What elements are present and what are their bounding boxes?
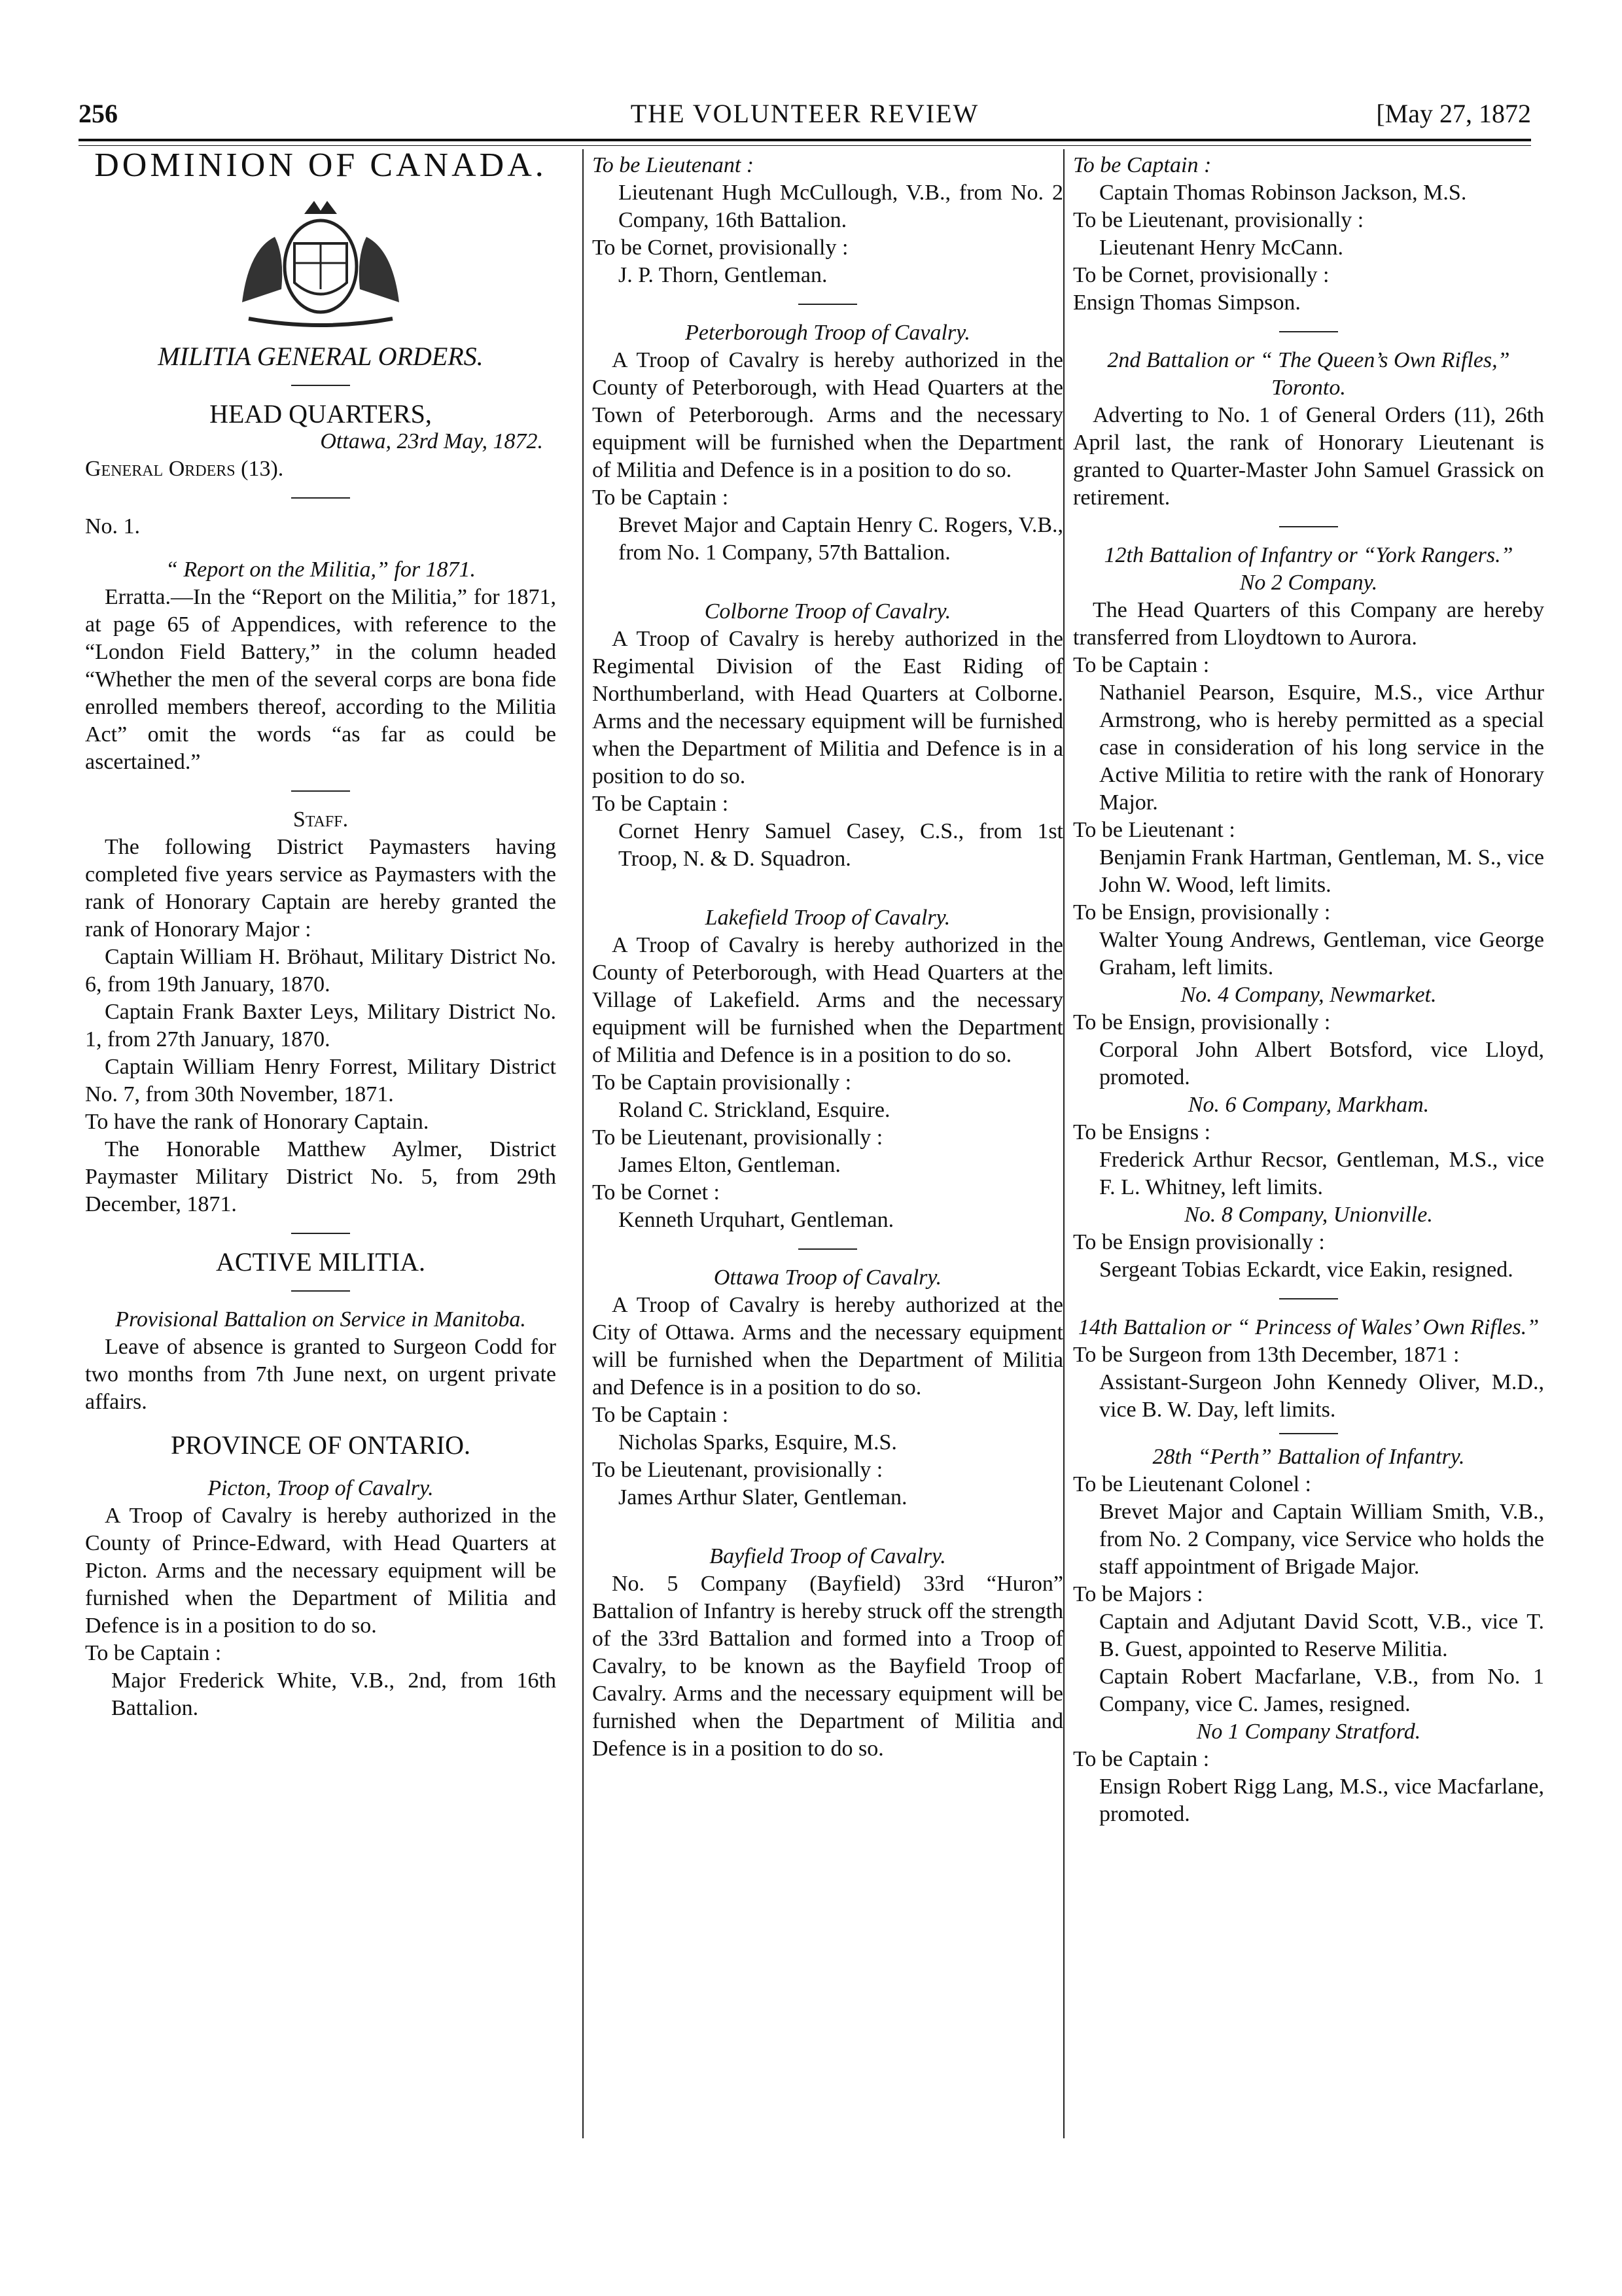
manitoba-heading: Provisional Battalion on Service in Manitoba. (115, 1307, 526, 1332)
appointment-entry: Captain Robert Macfarlane, V.B., from No. 1 Company, vice C. James, resigned. (1099, 1665, 1544, 1716)
picton-paragraph: A Troop of Cavalry is hereby authorized in the County of Prince-Edward, with Head Quarters at Picton. Arms and the necessary equipment will be furnished when the Department of Militia and Defence is in a position to do so. (85, 1504, 556, 1638)
header-rule-thin (79, 145, 1531, 146)
appointment-entry: Walter Young Andrews, Gentleman, vice George Graham, left limits. (1099, 928, 1544, 980)
page-header (79, 98, 1531, 137)
column-2 (592, 152, 1063, 1763)
to-be-lieutenant-provisionally: To be Lieutenant, provisionally : (1073, 208, 1364, 232)
active-militia-heading: ACTIVE MILITIA. (216, 1247, 425, 1277)
peterborough-paragraph: A Troop of Cavalry is hereby authorized in the County of Peterborough, with Head Quarters at the Town of Peterborough. Arms and the necessary equipment will be furnished when the Department of Militia and Defence is in a position to do so. (592, 348, 1063, 482)
honorary-captain-line: To have the rank of Honorary Captain. (85, 1110, 429, 1134)
company-heading: No. 6 Company, Markham. (1188, 1093, 1430, 1117)
bayfield-heading: Bayfield Troop of Cavalry. (709, 1544, 946, 1568)
colborne-heading: Colborne Troop of Cavalry. (704, 599, 951, 624)
column-3 (1073, 152, 1544, 1828)
appointment-entry: Lieutenant Hugh McCullough, V.B., from No. 2 Company, 16th Battalion. (618, 181, 1063, 232)
order-number: No. 1. (85, 514, 141, 539)
leave-paragraph: Leave of absence is granted to Surgeon Codd for two months from 7th June next, on urgent private affairs. (85, 1335, 556, 1414)
to-be-ensign-provisionally: To be Ensign provisionally : (1073, 1230, 1325, 1254)
to-be-lieutenant-provisionally: To be Lieutenant, provisionally : (592, 1125, 883, 1150)
province-heading: PROVINCE OF ONTARIO. (171, 1430, 470, 1460)
appointment-entry: Ensign Thomas Simpson. (1073, 291, 1301, 315)
masthead-dominion: DOMINION OF CANADA. (94, 147, 547, 184)
appointment-entry: Nathaniel Pearson, Esquire, M.S., vice Arthur Armstrong, who is hereby permitted as a special case in consideration of his long service in the Active Militia to retire with the rank of Honorary Major. (1099, 680, 1544, 815)
appointment-entry: Brevet Major and Captain William Smith, V.B., from No. 2 Company, vice Service who holds the staff appointment of Brigade Major. (1099, 1500, 1544, 1579)
to-be-majors: To be Majors : (1073, 1582, 1203, 1606)
to-be-surgeon: To be Surgeon from 13th December, 1871 : (1073, 1343, 1460, 1367)
appointment-entry: Frederick Arthur Recsor, Gentleman, M.S., vice F. L. Whitney, left limits. (1099, 1148, 1544, 1199)
to-be-captain: To be Captain : (1073, 1747, 1210, 1771)
to-be-ensigns: To be Ensigns : (1073, 1120, 1211, 1144)
york-paragraph: The Head Quarters of this Company are hereby transferred from Lloydtown to Aurora. (1073, 598, 1544, 650)
divider (291, 497, 350, 499)
peterborough-heading: Peterborough Troop of Cavalry. (685, 321, 970, 345)
divider (1279, 1298, 1338, 1299)
to-be-lieutenant: To be Lieutenant : (1073, 818, 1235, 842)
column-divider (582, 149, 584, 2138)
appointment-entry: Assistant-Surgeon John Kennedy Oliver, M.D., vice B. W. Day, left limits. (1099, 1370, 1544, 1422)
divider (798, 304, 857, 305)
paymaster-entry: Captain Frank Baxter Leys, Military District No. 1, from 27th January, 1870. (85, 1000, 556, 1051)
to-be-captain-provisionally: To be Captain provisionally : (592, 1070, 852, 1095)
queens-own-paragraph: Adverting to No. 1 of General Orders (11), 26th April last, the rank of Honorary Lieutenant is granted to Quarter-Master John Samuel Grassick on retirement. (1073, 403, 1544, 510)
erratum-text: Erratta.—In the “Report on the Militia,” for 1871, at page 65 of Appendices, with reference to the “London Field Battery,” in the column headed “Whether the men of the several corps are bona fide enrolled members thereof, according to the Militia Act” omit the words “as far as could be ascertained.” (85, 585, 556, 774)
to-be-captain: To be Captain : (592, 486, 729, 510)
page-number: 256 (79, 99, 118, 128)
appointment-entry: J. P. Thorn, Gentleman. (618, 263, 828, 287)
appointment-entry: Cornet Henry Samuel Casey, C.S., from 1st Troop, N. & D. Squadron. (618, 819, 1063, 871)
royal-arms-crest-icon (222, 191, 419, 335)
divider (291, 790, 350, 792)
place-date: Ottawa, 23rd May, 1872. (320, 429, 543, 453)
appointment-entry: James Arthur Slater, Gentleman. (618, 1485, 908, 1510)
princess-of-wales-heading: 14th Battalion or “ Princess of Wales’ Own Rifles.” (1078, 1315, 1540, 1339)
header-rule (79, 139, 1531, 141)
company-heading: No 1 Company Stratford. (1196, 1720, 1421, 1744)
york-rangers-heading: 12th Battalion of Infantry or “York Rangers.” (1104, 543, 1513, 567)
appointment-entry: Benjamin Frank Hartman, Gentleman, M. S., vice John W. Wood, left limits. (1099, 845, 1544, 897)
appointment-entry: Nicholas Sparks, Esquire, M.S. (618, 1430, 897, 1455)
staff-heading: Staff. (292, 807, 349, 832)
company-heading: No. 8 Company, Unionville. (1184, 1203, 1433, 1227)
lakefield-paragraph: A Troop of Cavalry is hereby authorized in the County of Peterborough, with Head Quarters at the Village of Lakefield. Arms and the necessary equipment will be furnished when the Department of Militia and Defence is in a position to do so. (592, 933, 1063, 1067)
to-be-captain: To be Captain : (592, 792, 729, 816)
newspaper-title: THE VOLUNTEER REVIEW (630, 99, 979, 128)
appointment-entry: Major Frederick White, V.B., 2nd, from 16th Battalion. (111, 1669, 556, 1720)
aylmer-entry: The Honorable Matthew Aylmer, District Paymaster Military District No. 5, from 29th December, 1871. (85, 1137, 556, 1216)
ottawa-paragraph: A Troop of Cavalry is hereby authorized at the City of Ottawa. Arms and the necessary equipment will be furnished when the Department of Militia and Defence is in a position to do so. (592, 1293, 1063, 1400)
to-be-lieutenant-colonel: To be Lieutenant Colonel : (1073, 1472, 1311, 1496)
appointment-entry: Kenneth Urquhart, Gentleman. (618, 1208, 894, 1232)
to-be-ensign-provisionally: To be Ensign, provisionally : (1073, 900, 1331, 925)
issue-date: [May 27, 1872 (1376, 99, 1531, 128)
appointment-entry: Brevet Major and Captain Henry C. Rogers, V.B., from No. 1 Company, 57th Battalion. (618, 513, 1063, 565)
to-be-captain: To be Captain : (1073, 653, 1210, 677)
appointment-entry: Lieutenant Henry McCann. (1099, 236, 1343, 260)
bayfield-paragraph: No. 5 Company (Bayfield) 33rd “Huron” Battalion of Infantry is hereby struck off the strength of the 33rd Battalion and formed into a Troop of Cavalry, to be known as the Bayfield Troop of Cavalry. Arms and the necessary equipment will be furnished when the Department of Militia and Defence is in a position to do so. (592, 1572, 1063, 1761)
to-be-cornet: To be Cornet, provisionally : (592, 236, 849, 260)
ottawa-heading: Ottawa Troop of Cavalry. (713, 1265, 942, 1290)
column-1 (85, 147, 556, 1722)
divider (291, 1290, 350, 1292)
report-title: “ Report on the Militia,” for 1871. (165, 557, 476, 582)
to-be-lieutenant: To be Lieutenant : (592, 153, 754, 177)
company-heading: No. 4 Company, Newmarket. (1180, 983, 1437, 1007)
paymaster-entry: Captain William H. Bröhaut, Military District No. 6, from 19th January, 1870. (85, 945, 556, 997)
divider (291, 1233, 350, 1234)
appointment-entry: Ensign Robert Rigg Lang, M.S., vice Macfarlane, promoted. (1099, 1775, 1544, 1826)
appointment-entry: Sergeant Tobias Eckardt, vice Eakin, resigned. (1099, 1258, 1513, 1282)
to-be-cornet-provisionally: To be Cornet, provisionally : (1073, 263, 1330, 287)
divider (798, 1248, 857, 1250)
militia-general-orders-title: MILITIA GENERAL ORDERS. (158, 342, 484, 371)
to-be-captain: To be Captain : (1073, 153, 1212, 177)
lakefield-heading: Lakefield Troop of Cavalry. (705, 906, 951, 930)
picton-heading: Picton, Troop of Cavalry. (207, 1476, 434, 1500)
queens-own-heading: 2nd Battalion or “ The Queen’s Own Rifles,” Toronto. (1107, 348, 1510, 400)
paymaster-entry: Captain William Henry Forrest, Military District No. 7, from 30th November, 1871. (85, 1055, 556, 1106)
divider (1279, 1433, 1338, 1434)
colborne-paragraph: A Troop of Cavalry is hereby authorized in the Regimental Division of the East Riding of Northumberland, with Head Quarters at Colborne. Arms and the necessary equipment will be furnished when the Department of Militia and Defence is in a position to do so. (592, 627, 1063, 788)
appointment-entry: Captain and Adjutant David Scott, V.B., vice T. B. Guest, appointed to Reserve Militia. (1099, 1610, 1544, 1661)
divider (1279, 526, 1338, 527)
divider (1279, 331, 1338, 332)
appointment-entry: James Elton, Gentleman. (618, 1153, 841, 1177)
company-heading: No 2 Company. (1239, 571, 1378, 595)
divider (291, 385, 350, 386)
column-divider (1063, 149, 1065, 2138)
to-be-ensign-provisionally: To be Ensign, provisionally : (1073, 1010, 1331, 1034)
to-be-lieutenant-provisionally: To be Lieutenant, provisionally : (592, 1458, 883, 1482)
appointment-entry: Roland C. Strickland, Esquire. (618, 1098, 890, 1122)
to-be-captain: To be Captain : (85, 1641, 222, 1665)
to-be-captain: To be Captain : (592, 1403, 729, 1427)
to-be-cornet: To be Cornet : (592, 1180, 720, 1205)
head-quarters: HEAD QUARTERS, (209, 399, 432, 429)
appointment-entry: Corporal John Albert Botsford, vice Lloyd, promoted. (1099, 1038, 1544, 1089)
perth-heading: 28th “Perth” Battalion of Infantry. (1152, 1445, 1465, 1469)
staff-paragraph: The following District Paymasters having completed five years service as Paymasters with the rank of Honorary Captain are hereby granted the rank of Honorary Major : (85, 835, 556, 942)
appointment-entry: Captain Thomas Robinson Jackson, M.S. (1099, 181, 1467, 205)
general-orders-number: General Orders (13). (85, 457, 284, 481)
